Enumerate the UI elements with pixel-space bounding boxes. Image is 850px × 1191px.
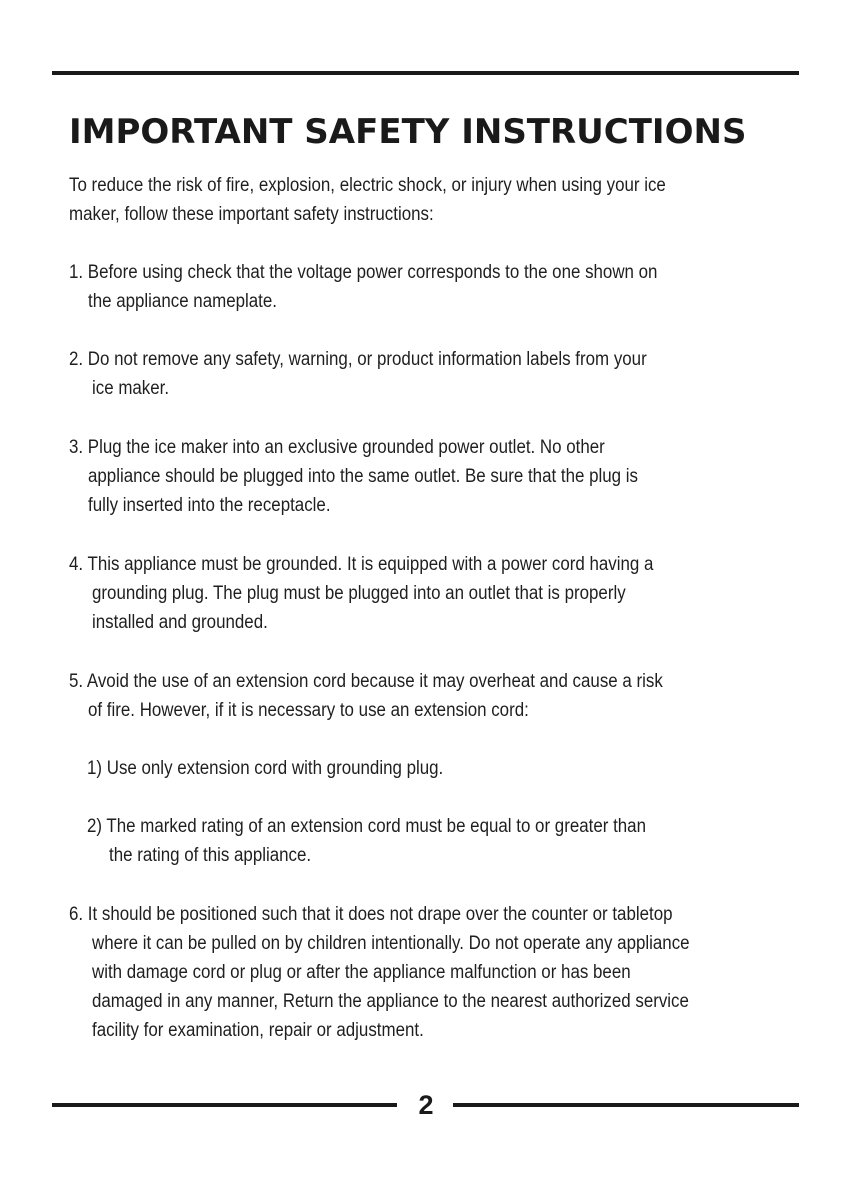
instruction-line: ice maker. bbox=[92, 378, 170, 399]
instruction-line: 2. Do not remove any safety, warning, or product information labels from your bbox=[69, 349, 647, 370]
instruction-line: grounding plug. The plug must be plugged into an outlet that is properly bbox=[92, 583, 626, 604]
instruction-line: 5. Avoid the use of an extension cord because it may overheat and cause a risk bbox=[69, 671, 663, 692]
instruction-line: installed and grounded. bbox=[92, 612, 268, 633]
instruction-line: 1. Before using check that the voltage power corresponds to the one shown on bbox=[69, 262, 658, 283]
instruction-line: damaged in any manner, Return the appliance to the nearest authorized service bbox=[92, 991, 689, 1012]
intro-line: To reduce the risk of fire, explosion, electric shock, or injury when using your ice bbox=[69, 175, 666, 196]
instruction-line: 3. Plug the ice maker into an exclusive grounded power outlet. No other bbox=[69, 437, 605, 458]
instruction-line: 4. This appliance must be grounded. It is equipped with a power cord having a bbox=[69, 554, 654, 575]
instruction-line: the appliance nameplate. bbox=[88, 291, 277, 312]
sub-item-line: the rating of this appliance. bbox=[109, 845, 312, 866]
sub-item-line: 1) Use only extension cord with grounding plug. bbox=[87, 758, 444, 779]
page-number: 2 bbox=[418, 1090, 434, 1120]
top-divider bbox=[52, 71, 799, 75]
instruction-line: fully inserted into the receptacle. bbox=[88, 495, 331, 516]
instruction-line: of fire. However, if it is necessary to use an extension cord: bbox=[88, 700, 529, 721]
sub-item-line: 2) The marked rating of an extension cord must be equal to or greater than bbox=[87, 816, 646, 837]
instruction-line: with damage cord or plug or after the appliance malfunction or has been bbox=[92, 962, 631, 983]
footer-divider-left bbox=[52, 1103, 397, 1107]
page-title: IMPORTANT SAFETY INSTRUCTIONS bbox=[69, 112, 747, 152]
footer-divider-right bbox=[453, 1103, 799, 1107]
instruction-line: 6. It should be positioned such that it does not drape over the counter or tabletop bbox=[69, 904, 673, 925]
instruction-line: appliance should be plugged into the same outlet. Be sure that the plug is bbox=[88, 466, 638, 487]
instruction-line: where it can be pulled on by children intentionally. Do not operate any appliance bbox=[92, 933, 690, 954]
intro-line: maker, follow these important safety instructions: bbox=[69, 204, 434, 225]
instruction-line: facility for examination, repair or adjustment. bbox=[92, 1020, 424, 1041]
